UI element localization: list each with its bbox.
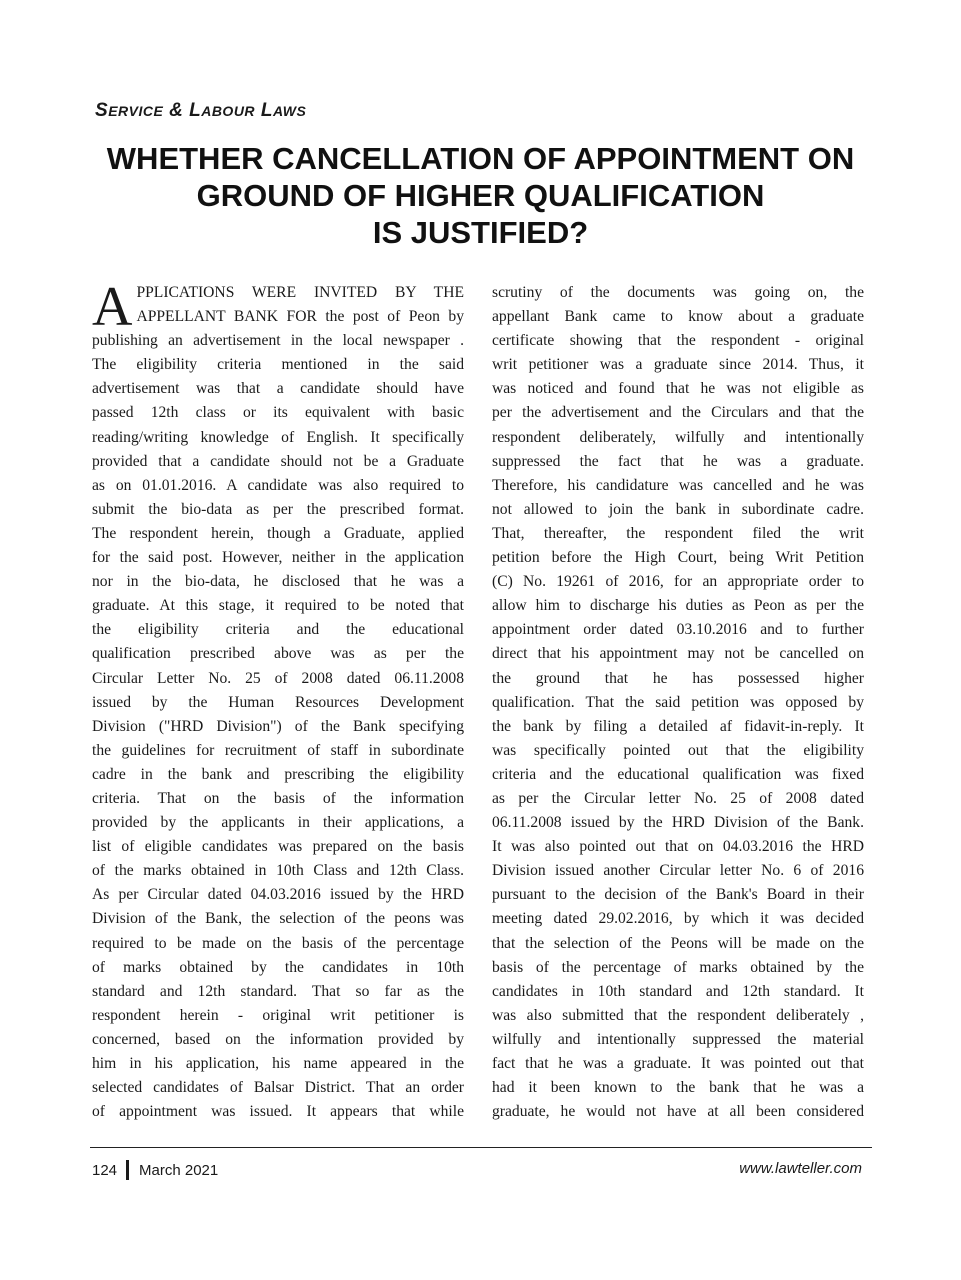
text-line: The eligibility criteria mentioned in the said xyxy=(92,356,464,374)
text-line: that the selection of the Peons will be made on the xyxy=(492,934,864,952)
text-line: the guidelines for recruitment of staff in subordinate xyxy=(92,741,464,759)
text-line: The respondent herein, though a Graduate, applied xyxy=(92,524,464,542)
page-number: 124 xyxy=(92,1161,118,1179)
text-line: appointment order dated 03.10.2016 and to further xyxy=(492,621,864,639)
text-line: allow him to discharge his duties as Peon as per the xyxy=(492,597,864,615)
text-line: advertisement was that a candidate should have xyxy=(92,380,464,398)
text-line: was specifically pointed out that the eligibility xyxy=(492,741,864,759)
text-line: submit the bio-data as per the prescribed format. xyxy=(92,500,464,518)
text-line: the ground that he has possessed higher xyxy=(492,669,864,687)
text-line: him in his application, his name appeared in the xyxy=(92,1055,464,1072)
text-line: the bank by filing a detailed af fidavit-in-reply. It xyxy=(492,717,864,735)
right-column xyxy=(492,281,864,1124)
text-line: the eligibility criteria and the educational xyxy=(92,621,464,639)
text-line: had it been known to the bank that he was a xyxy=(492,1079,864,1097)
title-line: WHETHER CANCELLATION OF APPOINTMENT ON xyxy=(106,141,855,176)
text-line: was also submitted that the respondent deliberately , xyxy=(492,1006,864,1024)
text-line: graduate, he would not have at all been considered xyxy=(492,1103,864,1121)
text-line: pursuant to the decision of the Bank's Board in their xyxy=(492,886,864,904)
text-line: APPELLANT BANK FOR the post of Peon by xyxy=(136,308,464,326)
text-line: basis of the percentage of marks obtained by the xyxy=(492,958,864,976)
text-line: Division of the Bank, the selection of the peons was xyxy=(92,910,464,928)
text-line: wilfully and intentionally suppressed the material xyxy=(492,1030,864,1048)
text-line: for the said post. However, neither in the application xyxy=(92,549,464,567)
text-line: criteria and the educational qualification was fixed xyxy=(492,765,864,783)
section-label: SERVICE & LABOUR LAWS xyxy=(95,100,307,121)
text-line: provided that a candidate should not be a Graduate xyxy=(92,452,464,470)
text-line: passed 12th class or its equivalent with basic xyxy=(92,404,464,422)
article-title xyxy=(60,140,901,251)
text-line: qualification prescribed above was as per the xyxy=(92,645,464,663)
text-line: standard and 12th standard. That so far as the xyxy=(92,982,464,1000)
text-line: Therefore, his candidature was cancelled and he was xyxy=(492,476,864,494)
text-line: of appointment was issued. It appears that while xyxy=(92,1103,464,1121)
text-line: as per the Circular letter No. 25 of 2008 dated xyxy=(492,789,864,807)
footer-rule xyxy=(90,1147,872,1148)
text-line: As per Circular dated 04.03.2016 issued by the HRD xyxy=(92,886,464,904)
text-line: of marks obtained by the candidates in 10th xyxy=(92,958,464,976)
text-line: fact that he was a graduate. It was pointed out that xyxy=(492,1055,864,1072)
text-line: required to be made on the basis of the percentage xyxy=(92,934,464,952)
left-column xyxy=(92,276,464,1124)
text-line: publishing an advertisement in the local newspaper . xyxy=(92,332,464,350)
text-line: respondent herein - original writ petitioner is xyxy=(92,1006,464,1024)
text-line: certificate showing that the respondent - original xyxy=(492,332,864,350)
text-line: qualification. That the said petition was opposed by xyxy=(492,693,864,711)
text-line: Division issued another Circular letter No. 6 of 2016 xyxy=(492,862,864,880)
text-line: writ petitioner was a graduate since 2014. Thus, it xyxy=(492,356,864,374)
text-line: criteria. That on the basis of the information xyxy=(92,789,464,807)
text-line: petition before the High Court, being Writ Petition xyxy=(492,549,864,567)
footer-left xyxy=(92,1160,218,1180)
text-line: candidates in 10th standard and 12th standard. It xyxy=(492,982,864,1000)
text-line: list of eligible candidates was prepared on the basis xyxy=(92,838,464,856)
text-line: suppressed the fact that he was a graduate. xyxy=(492,452,864,470)
text-line: respondent deliberately, wilfully and intentionally xyxy=(492,428,864,446)
text-line: Circular Letter No. 25 of 2008 dated 06.11.2008 xyxy=(92,669,464,687)
text-line: scrutiny of the documents was going on, the xyxy=(492,284,864,301)
text-line: Division ("HRD Division") of the Bank specifying xyxy=(92,717,464,735)
text-line: PPLICATIONS WERE INVITED BY THE xyxy=(136,284,464,301)
text-line: (C) No. 19261 of 2016, for an appropriate order to xyxy=(492,573,864,591)
website-url: www.lawteller.com xyxy=(739,1160,862,1177)
text-line: 06.11.2008 issued by the HRD Division of the Bank. xyxy=(492,814,864,832)
text-line: selected candidates of Balsar District. That an order xyxy=(92,1079,464,1097)
text-line: issued by the Human Resources Development xyxy=(92,693,464,711)
title-line: IS JUSTIFIED? xyxy=(372,215,589,250)
text-line: of the marks obtained in 10th Class and 12th Class. xyxy=(92,862,464,880)
text-line: reading/writing knowledge of English. It specifically xyxy=(92,428,464,446)
text-line: as on 01.01.2016. A candidate was also required to xyxy=(92,476,464,494)
text-line: direct that his appointment may not be cancelled on xyxy=(492,645,864,663)
text-line: nor in the bio-data, he disclosed that he was a xyxy=(92,573,464,591)
text-line: meeting dated 29.02.2016, by which it was decided xyxy=(492,910,864,928)
text-line: concerned, based on the information provided by xyxy=(92,1030,464,1048)
text-line: It was also pointed out that on 04.03.2016 the HRD xyxy=(492,838,864,856)
footer-separator xyxy=(126,1160,129,1180)
text-line: not allowed to join the bank in subordinate cadre. xyxy=(492,500,864,518)
text-line: per the advertisement and the Circulars and that the xyxy=(492,404,864,422)
text-line: graduate. At this stage, it required to be noted that xyxy=(92,597,464,615)
issue-date: March 2021 xyxy=(139,1161,219,1179)
title-line: GROUND OF HIGHER QUALIFICATION xyxy=(196,178,765,213)
text-line: provided by the applicants in their applications, a xyxy=(92,814,464,832)
text-line: was noticed and found that he was not eligible as xyxy=(492,380,864,398)
text-line: That, thereafter, the respondent filed the writ xyxy=(492,524,864,542)
text-line: appellant Bank came to know about a graduate xyxy=(492,308,864,326)
text-line: cadre in the bank and prescribing the eligibility xyxy=(92,765,464,783)
drop-cap: A xyxy=(92,276,133,338)
